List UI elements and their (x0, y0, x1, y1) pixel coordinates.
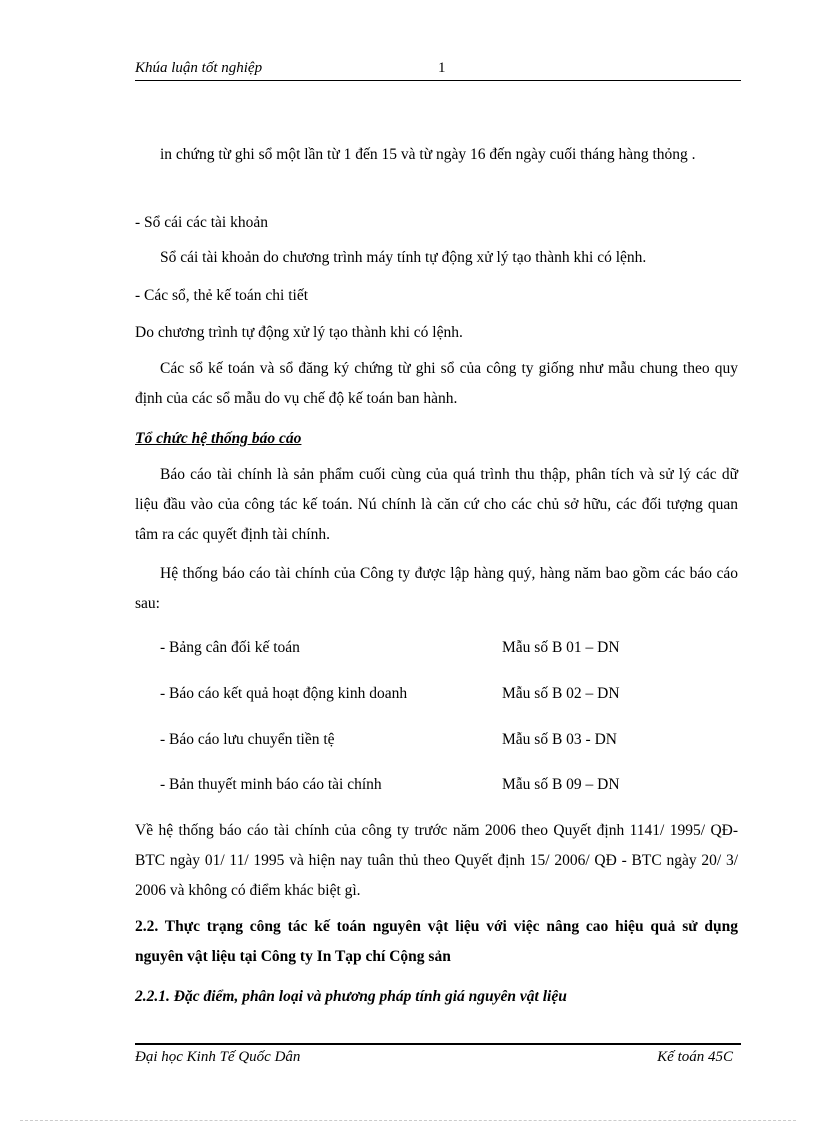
footer-university: Đại học Kinh Tế Quốc Dân (135, 1049, 301, 1065)
paragraph: Các sổ kế toán và sổ đăng ký chứng từ ghi sổ của công ty giống như mẫu chung theo quy định của các sổ mẫu do vụ chế độ kế toán ban hành. (135, 360, 738, 407)
paragraph: Sổ cái tài khoản do chương trình máy tính tự động xử lý tạo thành khi có lệnh. (160, 249, 647, 266)
section-heading: Tổ chức hệ thống báo cáo (135, 430, 302, 447)
report-item (160, 776, 720, 798)
page-number: 1 (438, 60, 446, 76)
paragraph: Hệ thống báo cáo tài chính của Công ty được lập hàng quý, hàng năm bao gồm các báo cáo sau: (135, 565, 738, 612)
page-footer (135, 1043, 741, 1069)
paragraph: - Các sổ, thẻ kế toán chi tiết (135, 287, 309, 304)
report-item (160, 639, 720, 661)
section-title: 2.2. Thực trạng công tác kế toán nguyên vật liệu với việc nâng cao hiệu quả sử dụng nguyên vật liệu tại Công ty In Tạp chí Cộng sản (135, 918, 738, 965)
paragraph: Báo cáo tài chính là sản phẩm cuối cùng của quá trình thu thập, phân tích và sử lý các dữ liệu đầu vào của công tác kế toán. Nú chính là căn cứ cho các chủ sở hữu, các đối tượng quan tâm ra các quyết định tài chính. (135, 466, 738, 543)
report-code: Mẫu số B 03 - DN (502, 731, 617, 748)
report-name: - Bảng cân đối kế toán (160, 639, 300, 656)
report-name: - Báo cáo kết quả hoạt động kinh doanh (160, 685, 408, 702)
report-code: Mẫu số B 01 – DN (502, 639, 620, 656)
header-title: Khúa luận tốt nghiệp (135, 60, 263, 76)
page-header (135, 58, 741, 81)
page-bottom-divider (20, 1120, 796, 1121)
report-item (160, 685, 720, 707)
report-code: Mẫu số B 02 – DN (502, 685, 620, 702)
footer-class: Kế toán 45C (657, 1049, 733, 1065)
paragraph: Về hệ thống báo cáo tài chính của công ty trước năm 2006 theo Quyết định 1141/ 1995/ QĐ-BTC ngày 01/ 11/ 1995 và hiện nay tuân thủ theo Quyết định 15/ 2006/ QĐ - BTC ngày 20/ 3/ 2006 và không có điểm khác biệt gì. (135, 822, 738, 899)
report-code: Mẫu số B 09 – DN (502, 776, 620, 793)
report-name: - Báo cáo lưu chuyển tiền tệ (160, 731, 335, 748)
report-name: - Bản thuyết minh báo cáo tài chính (160, 776, 382, 793)
report-item (160, 731, 720, 753)
paragraph: - Sổ cái các tài khoản (135, 214, 268, 231)
paragraph: Do chương trình tự động xử lý tạo thành khi có lệnh. (135, 324, 463, 341)
subsection-title: 2.2.1. Đặc điểm, phân loại và phương pháp tính giá nguyên vật liệu (135, 988, 567, 1005)
paragraph: in chứng từ ghi sổ một lần từ 1 đến 15 và từ ngày 16 đến ngày cuối tháng hàng thỏng . (160, 146, 696, 163)
